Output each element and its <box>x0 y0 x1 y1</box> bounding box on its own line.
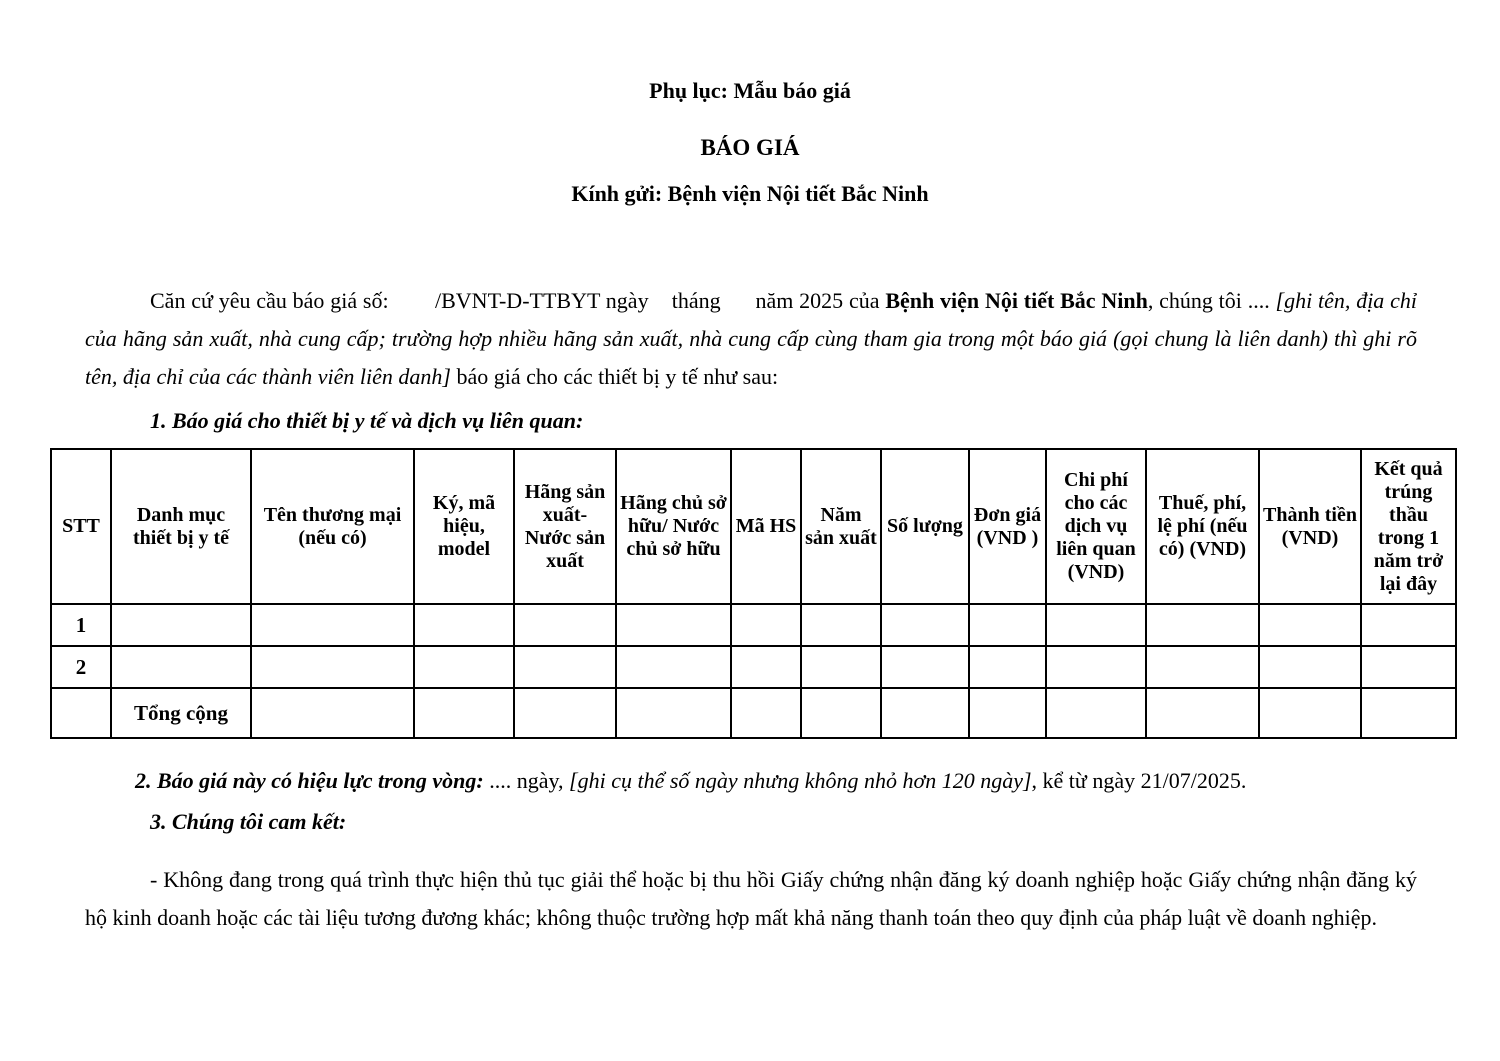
quotation-table <box>50 448 1457 739</box>
table-cell <box>801 688 881 738</box>
table-cell <box>514 688 616 738</box>
text-segment: , kể từ ngày 21/07/2025. <box>1031 768 1247 793</box>
table-cell <box>1361 688 1456 738</box>
table-cell <box>969 688 1046 738</box>
table-cell <box>1046 646 1146 688</box>
table-row <box>51 604 1456 646</box>
column-header-so-luong: Số lượng <box>881 449 969 604</box>
table-cell <box>111 604 251 646</box>
table-cell <box>1361 604 1456 646</box>
text-segment: [ghi cụ thể số ngày nhưng không nhỏ hơn 120 ngày] <box>569 768 1032 793</box>
quotation-table-body <box>51 604 1456 738</box>
table-cell: 2 <box>51 646 111 688</box>
table-cell <box>969 646 1046 688</box>
column-header-hang-chu-so-huu: Hãng chủ sở hữu/ Nước chủ sở hữu <box>616 449 731 604</box>
table-cell <box>1146 688 1259 738</box>
table-cell <box>414 604 514 646</box>
table-cell <box>801 646 881 688</box>
document-header <box>0 78 1500 207</box>
table-cell <box>1046 604 1146 646</box>
column-header-stt: STT <box>51 449 111 604</box>
recipient-line: Kính gửi: Bệnh viện Nội tiết Bắc Ninh <box>571 181 929 206</box>
table-cell <box>514 646 616 688</box>
table-cell <box>731 646 801 688</box>
table-cell <box>251 604 414 646</box>
table-row <box>51 688 1456 738</box>
section2-line <box>85 762 1417 800</box>
table-cell <box>616 688 731 738</box>
table-cell <box>881 646 969 688</box>
table-cell <box>731 688 801 738</box>
column-header-ky-ma-hieu: Ký, mã hiệu, model <box>414 449 514 604</box>
column-header-ten-thuong-mai: Tên thương mại (nếu có) <box>251 449 414 604</box>
table-cell <box>616 604 731 646</box>
text-segment: báo giá cho các thiết bị y tế như sau: <box>450 364 779 389</box>
column-header-ma-hs: Mã HS <box>731 449 801 604</box>
table-cell <box>1046 688 1146 738</box>
table-header-row <box>51 449 1456 604</box>
commitment-paragraph: - Không đang trong quá trình thực hiện thủ tục giải thể hoặc bị thu hồi Giấy chứng nhận đăng ký doanh nghiệp hoặc Giấy chứng nhận đăng ký hộ kinh doanh hoặc các tài liệu tương đương khác; không thuộc trường hợp mất khả năng thanh toán theo quy định của pháp luật về doanh nghiệp. <box>85 867 1423 930</box>
table-cell <box>251 688 414 738</box>
table-cell <box>1259 604 1361 646</box>
column-header-danh-muc: Danh mục thiết bị y tế <box>111 449 251 604</box>
document-title: BÁO GIÁ <box>700 135 800 160</box>
table-cell <box>251 646 414 688</box>
text-segment: , chúng tôi .... <box>1147 288 1276 313</box>
column-header-nam-san-xuat: Năm sản xuất <box>801 449 881 604</box>
section1-heading: 1. Báo giá cho thiết bị y tế và dịch vụ liên quan: <box>150 408 584 433</box>
table-cell <box>414 646 514 688</box>
column-header-hang-san-xuat: Hãng sản xuất- Nước sản xuất <box>514 449 616 604</box>
column-header-don-gia: Đơn giá (VND ) <box>969 449 1046 604</box>
column-header-thanh-tien: Thành tiền (VND) <box>1259 449 1361 604</box>
table-cell <box>111 646 251 688</box>
intro-paragraph <box>85 282 1423 396</box>
table-cell <box>881 604 969 646</box>
text-segment: .... ngày, <box>489 768 570 793</box>
table-cell <box>731 604 801 646</box>
table-cell <box>1259 646 1361 688</box>
table-cell <box>414 688 514 738</box>
column-header-thue-phi: Thuế, phí, lệ phí (nếu có) (VND) <box>1146 449 1259 604</box>
table-cell <box>514 604 616 646</box>
table-cell <box>881 688 969 738</box>
table-cell <box>1146 646 1259 688</box>
table-cell <box>801 604 881 646</box>
text-segment: Bệnh viện Nội tiết Bắc Ninh <box>885 288 1148 313</box>
table-row <box>51 646 1456 688</box>
text-segment: 2. Báo giá này có hiệu lực trong vòng: <box>135 768 490 793</box>
table-cell <box>1259 688 1361 738</box>
table-cell <box>616 646 731 688</box>
table-cell <box>1361 646 1456 688</box>
column-header-chi-phi-dich-vu: Chi phí cho các dịch vụ liên quan (VND) <box>1046 449 1146 604</box>
section3-heading: 3. Chúng tôi cam kết: <box>150 809 347 834</box>
table-cell <box>1146 604 1259 646</box>
text-segment: [ghi tên, địa chỉ của hãng sản xuất, nhà cung cấp; trường hợp nhiều hãng sản xuất, nhà cung cấp cùng tham gia trong một báo giá (gọi chung là liên danh) thì ghi rõ tên, địa chỉ của các thành viên liên danh] <box>85 288 1423 389</box>
text-segment: Căn cứ yêu cầu báo giá số: /BVNT-D-TTBYT ngày tháng năm 2025 của <box>150 288 886 313</box>
appendix-title: Phụ lục: Mẫu báo giá <box>649 78 851 103</box>
table-cell <box>51 688 111 738</box>
column-header-ket-qua-trung-thau: Kết quả trúng thầu trong 1 năm trở lại đây <box>1361 449 1456 604</box>
table-cell <box>969 604 1046 646</box>
table-cell: 1 <box>51 604 111 646</box>
table-cell: Tổng cộng <box>111 688 251 738</box>
